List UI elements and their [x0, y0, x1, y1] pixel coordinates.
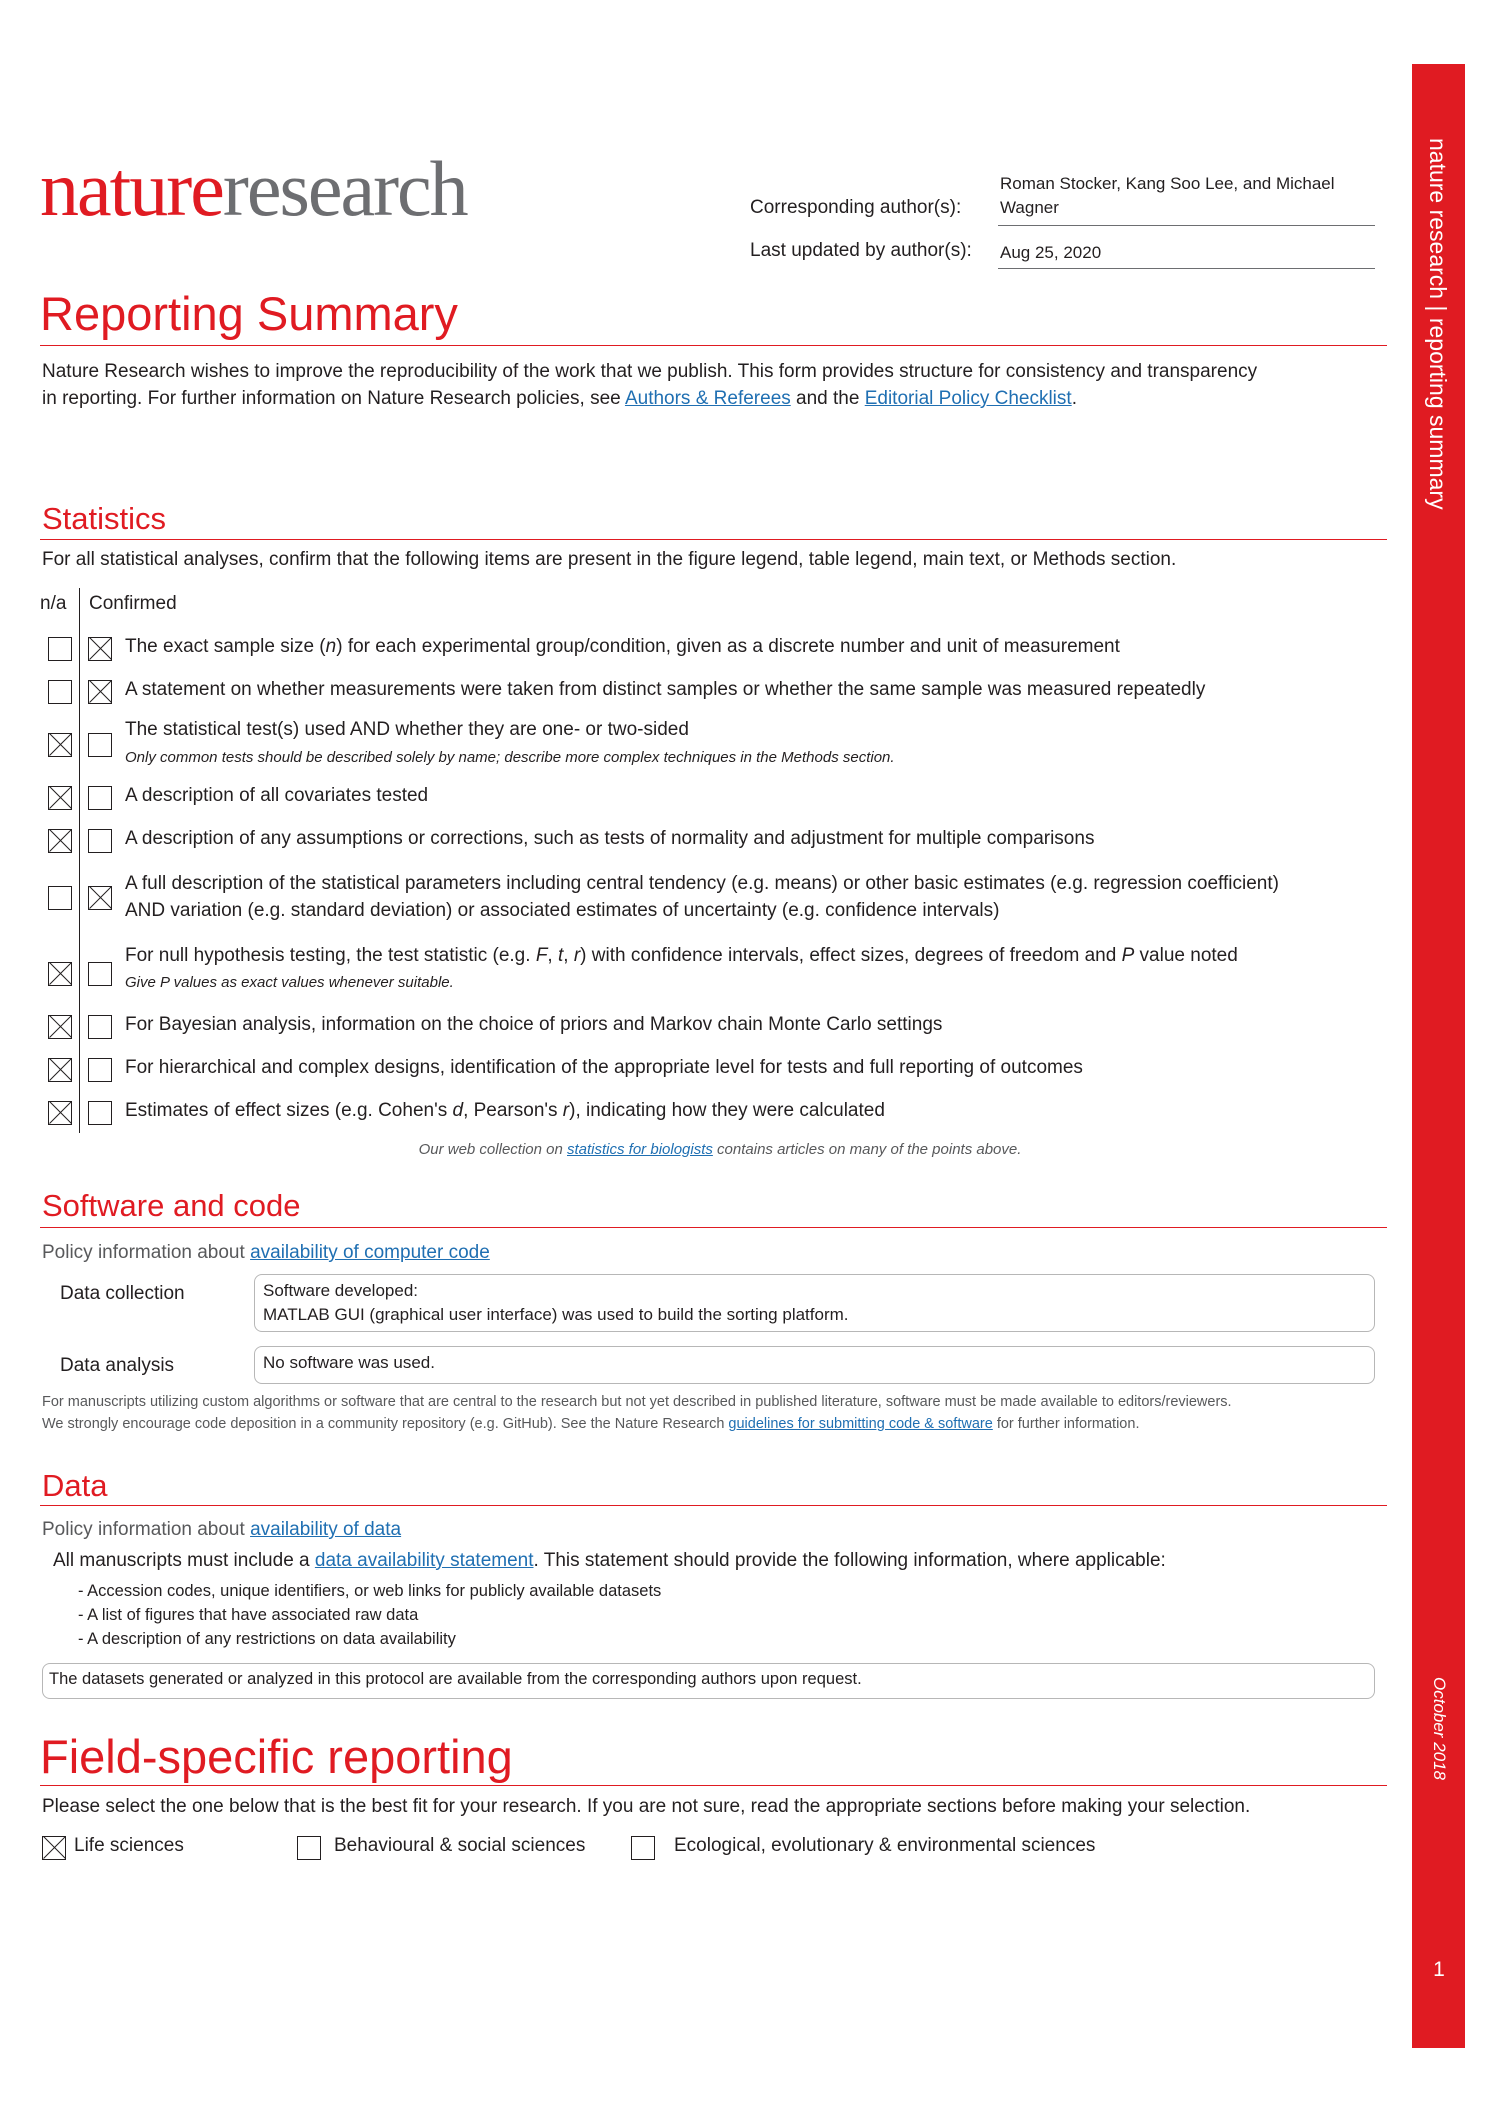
ecological-label: Ecological, evolutionary & environmental sciences — [674, 1835, 1096, 1856]
data-bullet-3: - A description of any restrictions on data availability — [78, 1630, 456, 1648]
data-statement-intro: All manuscripts must include a data availability statement. This statement should provide the following information, where applicable: — [53, 1550, 1166, 1571]
life-sciences-label: Life sciences — [74, 1835, 184, 1856]
life-sciences-checkbox[interactable] — [42, 1836, 66, 1860]
intro-line-1: Nature Research wishes to improve the reproducibility of the work that we publish. This form provides structure for consistency and transparency — [42, 361, 1258, 382]
na-checkbox-2[interactable] — [48, 680, 72, 704]
na-checkbox-1[interactable] — [48, 637, 72, 661]
stat-item-3: The statistical test(s) used AND whether they are one- or two-sided — [125, 719, 689, 740]
confirmed-checkbox-9[interactable] — [88, 1058, 112, 1082]
corresponding-underline — [998, 225, 1375, 226]
na-checkbox-3[interactable] — [48, 733, 72, 757]
stat-item-5: A description of any assumptions or corrections, such as tests of normality and adjustment for multiple comparisons — [125, 828, 1095, 849]
column-divider — [79, 588, 80, 1133]
data-bullet-1: - Accession codes, unique identifiers, or web links for publicly available datasets — [78, 1582, 662, 1600]
stat-item-6-line-2: AND variation (e.g. standard deviation) or associated estimates of uncertainty (e.g. confidence intervals) — [125, 900, 1000, 921]
software-heading: Software and code — [42, 1188, 301, 1223]
stat-item-1: The exact sample size (n) for each experimental group/condition, given as a discrete number and unit of measurement — [125, 636, 1120, 657]
ecological-checkbox[interactable] — [631, 1836, 655, 1860]
na-checkbox-6[interactable] — [48, 886, 72, 910]
col-na: n/a — [40, 593, 67, 614]
confirmed-checkbox-3[interactable] — [88, 733, 112, 757]
updated-underline — [998, 268, 1375, 269]
title-rule — [40, 345, 1387, 346]
stat-item-4: A description of all covariates tested — [125, 785, 429, 806]
field-heading: Field-specific reporting — [40, 1730, 513, 1783]
sidebar-label: nature research | reporting summary — [1425, 138, 1451, 510]
data-availability-link[interactable]: data availability statement — [314, 1550, 534, 1571]
na-checkbox-4[interactable] — [48, 786, 72, 810]
page-number: 1 — [1433, 1958, 1445, 1981]
confirmed-checkbox-10[interactable] — [88, 1101, 112, 1125]
statistics-intro: For all statistical analyses, confirm that the following items are present in the figure legend, table legend, main text, or Methods section. — [42, 549, 1177, 570]
na-checkbox-10[interactable] — [48, 1101, 72, 1125]
confirmed-checkbox-7[interactable] — [88, 962, 112, 986]
confirmed-checkbox-2[interactable] — [88, 680, 112, 704]
updated-value: Aug 25, 2020 — [1000, 243, 1102, 262]
confirmed-checkbox-5[interactable] — [88, 829, 112, 853]
software-note-1: For manuscripts utilizing custom algorithms or software that are central to the research but not yet described in published literature, software must be made available to editors/reviewers. — [42, 1394, 1232, 1410]
data-heading: Data — [42, 1468, 108, 1503]
nature-research-logo — [40, 145, 467, 232]
na-checkbox-8[interactable] — [48, 1015, 72, 1039]
code-guidelines-link[interactable]: guidelines for submitting code & software — [728, 1416, 993, 1432]
na-checkbox-7[interactable] — [48, 962, 72, 986]
behavioural-label: Behavioural & social sciences — [334, 1835, 586, 1856]
software-note-2: We strongly encourage code deposition in a community repository (e.g. GitHub). See the Nature Research guidelines for submitting code & software for further information. — [42, 1416, 1140, 1432]
software-policy: Policy information about availability of computer code — [42, 1242, 490, 1263]
sidebar-date: October 2018 — [1430, 1677, 1449, 1781]
stat-item-7: For null hypothesis testing, the test statistic (e.g. F, t, r) with confidence intervals, effect sizes, degrees of freedom and P value noted — [125, 945, 1238, 966]
logo-research: research — [222, 145, 467, 232]
stat-item-6-line-1: A full description of the statistical parameters including central tendency (e.g. means) or other basic estimates (e.g. regression coefficient) — [125, 873, 1279, 894]
na-checkbox-5[interactable] — [48, 829, 72, 853]
behavioural-checkbox[interactable] — [297, 1836, 321, 1860]
intro-line-2: in reporting. For further information on Nature Research policies, see Authors & Referees and the Editorial Policy Checklist. — [42, 388, 1077, 409]
software-rule — [40, 1227, 1387, 1228]
data-policy: Policy information about availability of data — [42, 1519, 402, 1540]
statistics-biologists-link[interactable]: statistics for biologists — [567, 1141, 713, 1158]
stat-item-3-note: Only common tests should be described solely by name; describe more complex techniques in the Methods section. — [125, 749, 895, 766]
statistics-rule — [40, 539, 1387, 540]
stat-item-9: For hierarchical and complex designs, identification of the appropriate level for tests and full reporting of outcomes — [125, 1057, 1083, 1078]
data-analysis-label: Data analysis — [60, 1355, 175, 1376]
confirmed-checkbox-8[interactable] — [88, 1015, 112, 1039]
stat-item-7-note: Give P values as exact values whenever suitable. — [125, 974, 454, 991]
data-collection-label: Data collection — [60, 1283, 185, 1304]
authors-referees-link[interactable]: Authors & Referees — [624, 388, 791, 409]
data-analysis-field[interactable]: No software was used. — [254, 1346, 1375, 1384]
corresponding-label: Corresponding author(s): — [750, 197, 962, 218]
stat-item-8: For Bayesian analysis, information on the choice of priors and Markov chain Monte Carlo settings — [125, 1014, 943, 1035]
confirmed-checkbox-6[interactable] — [88, 886, 112, 910]
data-collection-field[interactable]: Software developed: MATLAB GUI (graphical user interface) was used to build the sorting platform. — [254, 1274, 1375, 1332]
corresponding-value-2: Wagner — [1000, 198, 1059, 217]
editorial-policy-link[interactable]: Editorial Policy Checklist — [864, 388, 1072, 409]
logo-nature: nature — [40, 145, 223, 232]
confirmed-checkbox-1[interactable] — [88, 637, 112, 661]
statistics-heading: Statistics — [42, 501, 167, 536]
web-collection-note: Our web collection on statistics for biologists contains articles on many of the points above. — [418, 1141, 1022, 1158]
availability-data-link[interactable]: availability of data — [250, 1519, 402, 1540]
updated-label: Last updated by author(s): — [750, 240, 972, 261]
data-bullet-2: - A list of figures that have associated raw data — [78, 1606, 419, 1624]
stat-item-10: Estimates of effect sizes (e.g. Cohen's d, Pearson's r), indicating how they were calculated — [125, 1100, 885, 1121]
col-confirmed: Confirmed — [89, 593, 177, 614]
stat-item-2: A statement on whether measurements were taken from distinct samples or whether the same sample was measured repeatedly — [125, 679, 1206, 700]
confirmed-checkbox-4[interactable] — [88, 786, 112, 810]
data-statement-field[interactable]: The datasets generated or analyzed in this protocol are available from the corresponding authors upon request. — [42, 1663, 1375, 1699]
field-intro: Please select the one below that is the best fit for your research. If you are not sure, read the appropriate sections before making your selection. — [42, 1796, 1251, 1817]
computer-code-link[interactable]: availability of computer code — [250, 1242, 490, 1263]
data-rule — [40, 1505, 1387, 1506]
field-rule — [40, 1785, 1387, 1786]
corresponding-value-1: Roman Stocker, Kang Soo Lee, and Michael — [1000, 174, 1335, 193]
page-title: Reporting Summary — [40, 287, 458, 340]
na-checkbox-9[interactable] — [48, 1058, 72, 1082]
